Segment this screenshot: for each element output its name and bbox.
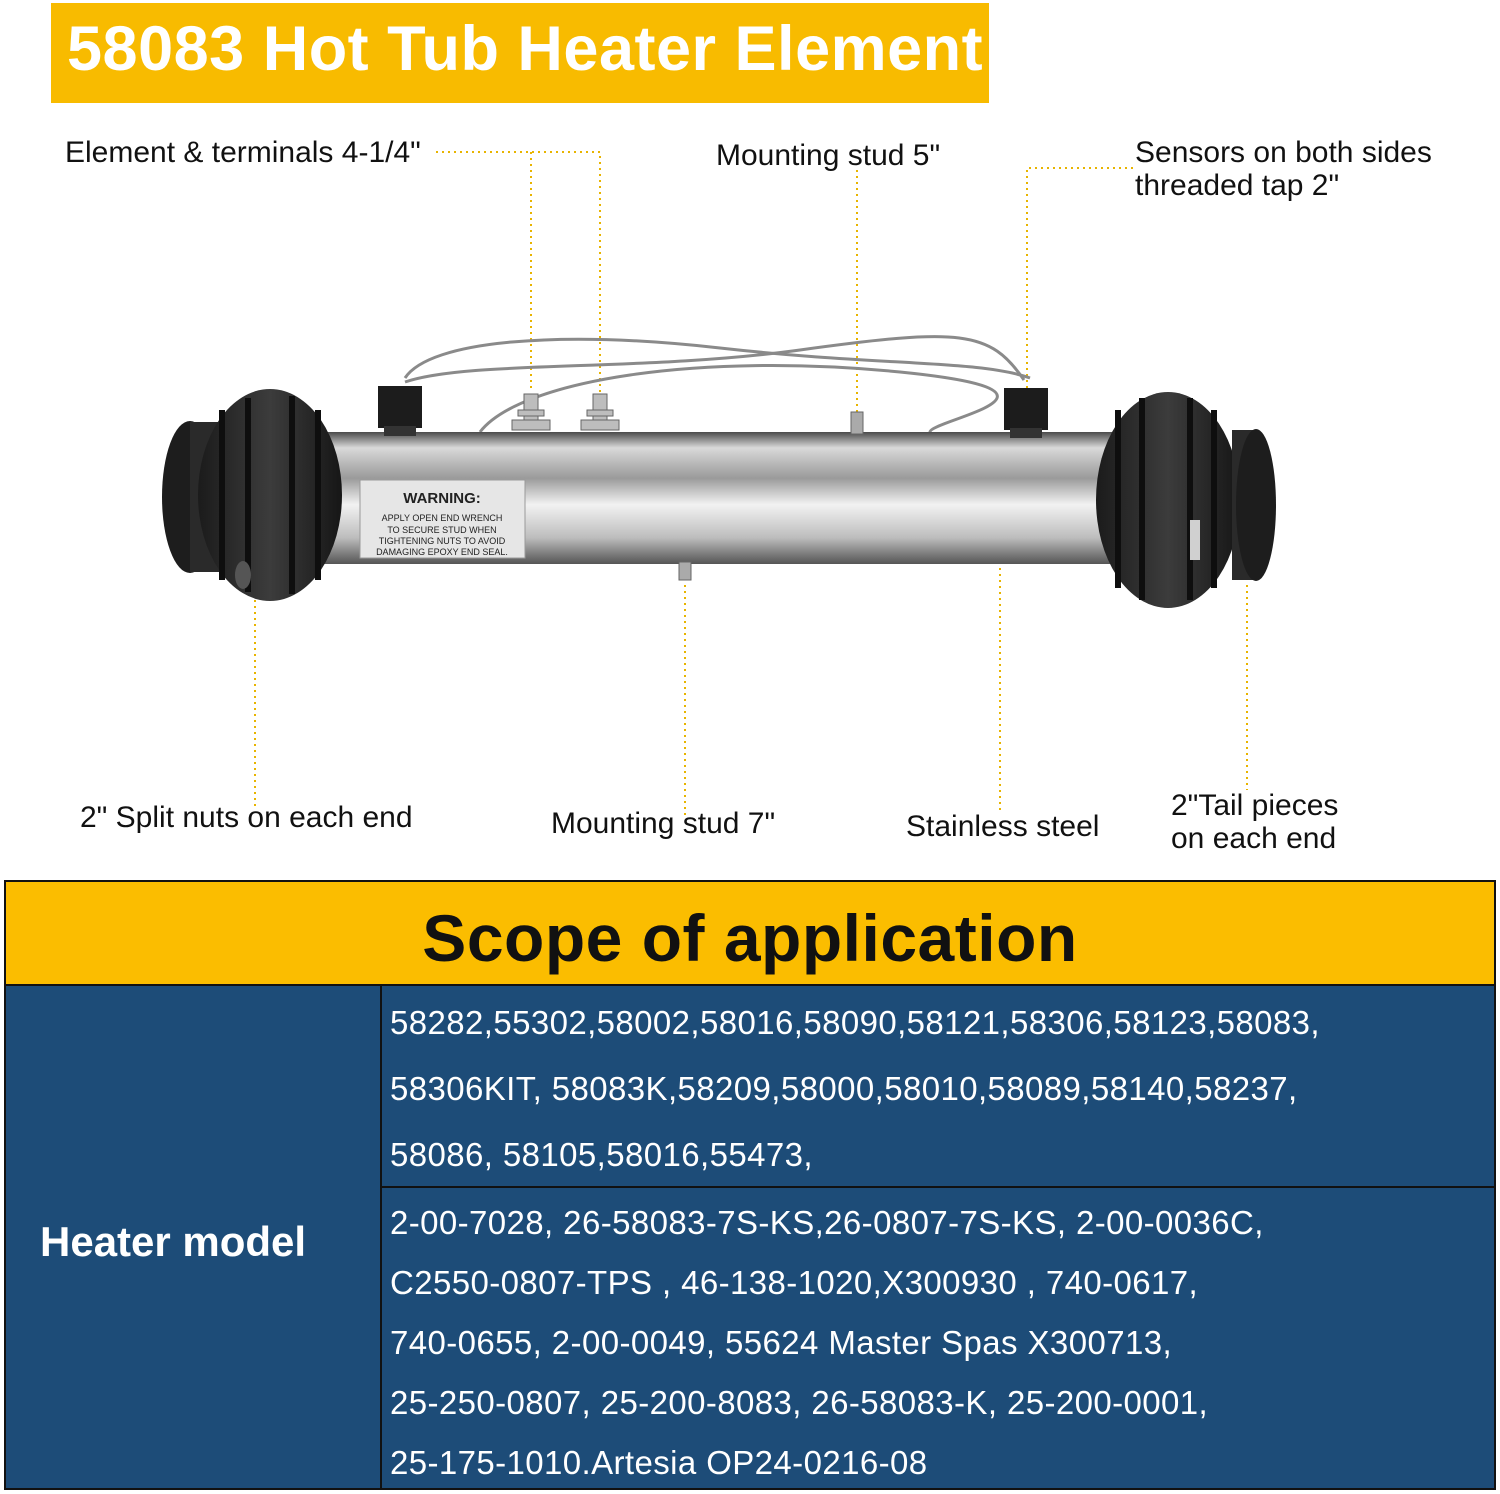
sensor-cap-left — [378, 386, 422, 436]
terminal-left — [512, 394, 550, 430]
split-nut-right — [1096, 392, 1276, 608]
callout-tail-line-1: 2"Tail pieces — [1171, 789, 1339, 822]
sensor-wires — [405, 337, 1030, 432]
model-line: 58086, 58105,58016,55473, — [390, 1136, 813, 1173]
sensor-cap-right — [1004, 388, 1048, 438]
mounting-stud-bottom — [679, 562, 691, 580]
row-label: Heater model — [40, 1218, 307, 1265]
callout-stainless: Stainless steel — [906, 810, 1100, 843]
warning-line-4: DAMAGING EPOXY END SEAL. — [376, 547, 508, 557]
callout-tail-line-2: on each end — [1171, 822, 1337, 855]
warning-line-1: APPLY OPEN END WRENCH — [381, 513, 503, 523]
models-group-2 — [382, 1188, 1494, 1488]
scope-table — [4, 880, 1496, 1490]
warning-line-3: TIGHTENING NUTS TO AVOID — [378, 536, 506, 546]
model-line: 25-250-0807, 25-200-8083, 26-58083-K, 25-200-0001, — [390, 1384, 1209, 1421]
warning-label — [360, 480, 525, 558]
callout-element-terminals: Element & terminals 4-1/4" — [65, 136, 421, 169]
leader-element-terminals — [436, 152, 600, 392]
models-group-1 — [382, 986, 1494, 1188]
page-title: 58083 Hot Tub Heater Element — [67, 14, 984, 84]
callout-tail-pieces — [1171, 789, 1338, 855]
terminal-right — [581, 394, 619, 430]
warning-title: WARNING: — [403, 490, 481, 507]
model-line: C2550-0807-TPS , 46-138-1020,X300930 , 740-0617, — [390, 1264, 1199, 1301]
split-nut-left — [162, 389, 342, 601]
scope-header — [6, 882, 1494, 986]
warning-line-2: TO SECURE STUD WHEN — [387, 525, 497, 535]
callout-mounting-stud-bottom: Mounting stud 7" — [551, 807, 776, 840]
row-label-cell — [6, 986, 382, 1488]
scope-title: Scope of application — [422, 901, 1078, 975]
callout-sensors-line-1: Sensors on both sides — [1135, 136, 1432, 169]
leader-sensors — [1027, 168, 1133, 390]
mounting-stud-top — [851, 412, 863, 434]
callout-mounting-stud-top: Mounting stud 5" — [716, 139, 941, 172]
callout-split-nuts: 2" Split nuts on each end — [80, 801, 413, 834]
callout-sensors — [1135, 136, 1432, 202]
model-line: 2-00-7028, 26-58083-7S-KS,26-0807-7S-KS, 2-00-0036C, — [390, 1204, 1264, 1241]
model-line: 58306KIT, 58083K,58209,58000,58010,58089,58140,58237, — [390, 1070, 1298, 1107]
model-line: 740-0655, 2-00-0049, 55624 Master Spas X300713, — [390, 1324, 1173, 1361]
model-line: 58282,55302,58002,58016,58090,58121,58306,58123,58083, — [390, 1004, 1321, 1041]
callout-sensors-line-2: threaded tap 2" — [1135, 169, 1340, 202]
model-line: 25-175-1010.Artesia OP24-0216-08 — [390, 1444, 928, 1481]
